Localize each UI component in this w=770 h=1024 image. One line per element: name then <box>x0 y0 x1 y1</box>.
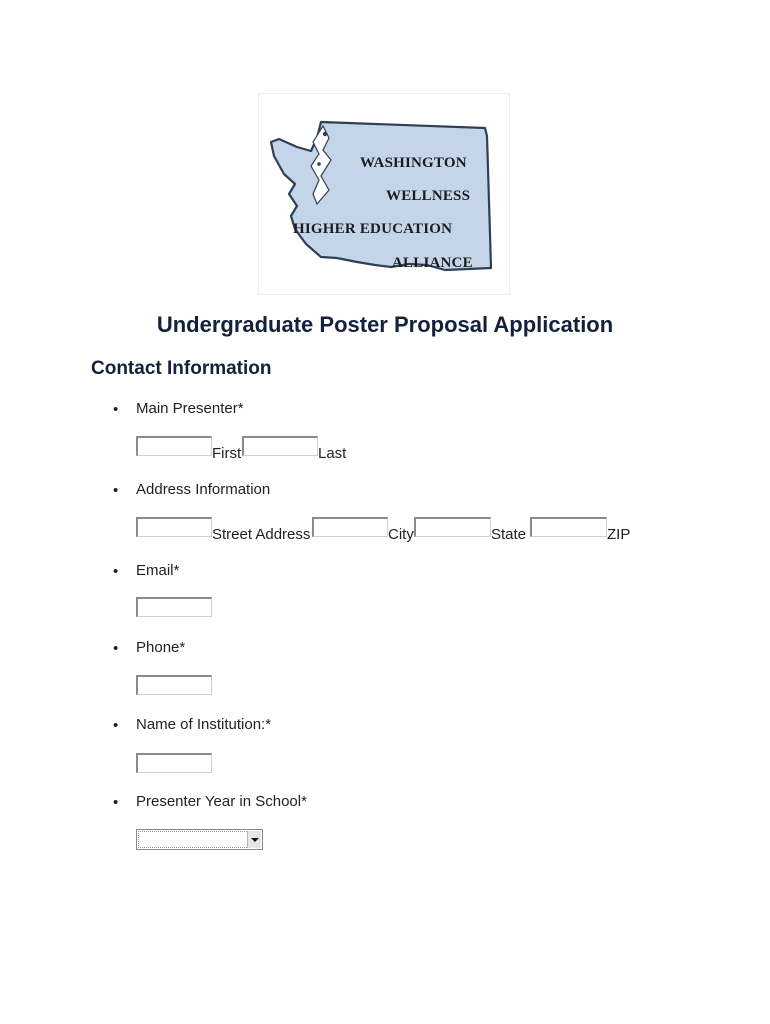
city-input[interactable] <box>312 517 388 537</box>
first-name-sublabel: First <box>212 445 242 462</box>
island-dot <box>323 132 327 136</box>
year-in-school-label: Presenter Year in School* <box>136 793 307 810</box>
logo-line-wellness: WELLNESS <box>386 188 471 204</box>
city-sublabel: City <box>388 526 414 543</box>
bullet-icon: • <box>113 717 119 734</box>
alliance-logo <box>258 93 510 295</box>
street-address-input[interactable] <box>136 517 212 537</box>
first-name-input[interactable] <box>136 436 212 456</box>
zip-sublabel: ZIP <box>607 526 631 543</box>
main-presenter-label: Main Presenter* <box>136 400 244 417</box>
state-sublabel: State <box>491 526 527 543</box>
phone-label: Phone* <box>136 639 186 656</box>
last-name-input[interactable] <box>242 436 318 456</box>
address-label: Address Information <box>136 481 271 498</box>
phone-input[interactable] <box>136 675 212 695</box>
washington-state-map-icon <box>259 94 509 294</box>
zip-input[interactable] <box>530 517 607 537</box>
logo-line-higher-education: HIGHER EDUCATION <box>293 221 453 237</box>
bullet-icon: • <box>113 563 119 580</box>
chevron-down-icon[interactable] <box>247 831 261 848</box>
year-in-school-select[interactable] <box>136 829 263 850</box>
email-input[interactable] <box>136 597 212 617</box>
bullet-icon: • <box>113 794 119 811</box>
institution-input[interactable] <box>136 753 212 773</box>
section-heading-contact: Contact Information <box>91 358 272 379</box>
logo-line-washington: WASHINGTON <box>360 155 467 171</box>
last-name-sublabel: Last <box>318 445 347 462</box>
bullet-icon: • <box>113 482 119 499</box>
street-address-sublabel: Street Address <box>212 526 311 543</box>
bullet-icon: • <box>113 640 119 657</box>
email-label: Email* <box>136 562 180 579</box>
state-input[interactable] <box>414 517 491 537</box>
bullet-icon: • <box>113 401 119 418</box>
island-dot <box>317 162 321 166</box>
page-title: Undergraduate Poster Proposal Application <box>156 312 614 337</box>
institution-label: Name of Institution:* <box>136 716 272 733</box>
logo-line-alliance: ALLIANCE <box>392 255 473 271</box>
